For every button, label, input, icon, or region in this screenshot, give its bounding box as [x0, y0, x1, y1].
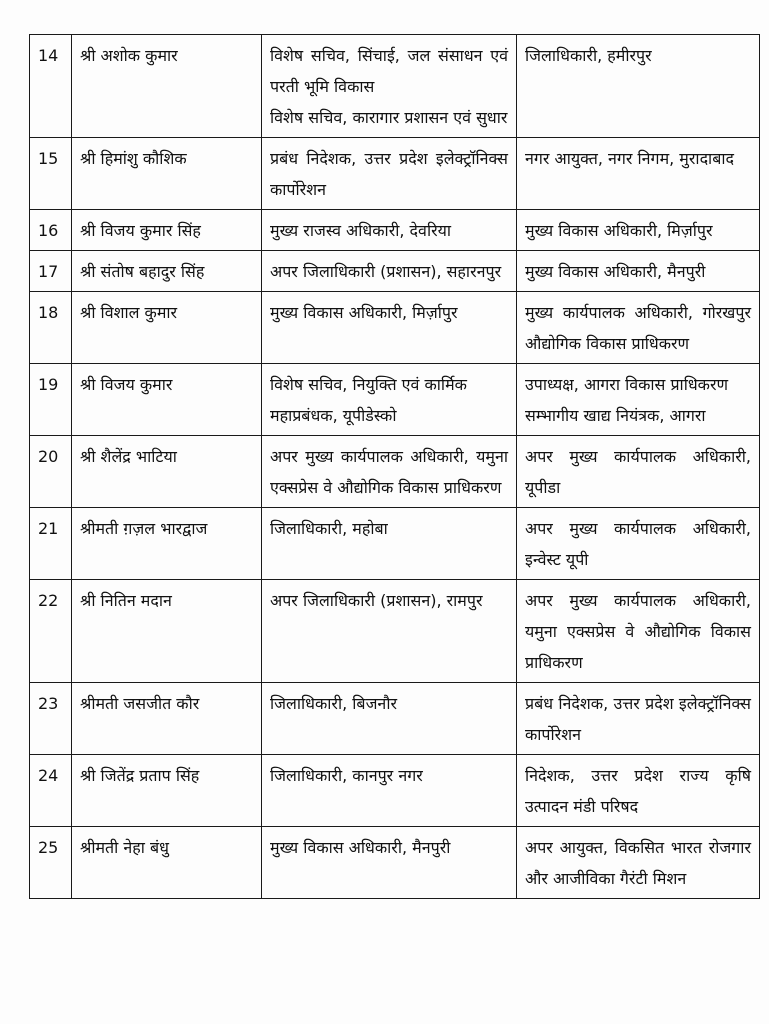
current-post-cell — [262, 210, 517, 251]
officer-name-cell: श्रीमती नेहा बंधु — [72, 827, 262, 899]
new-post-cell — [517, 251, 760, 292]
new-post-line: मुख्य कार्यपालक अधिकारी, गोरखपुर औद्योगिक विकास प्राधिकरण — [525, 303, 751, 353]
current-post-line: प्रबंध निदेशक, उत्तर प्रदेश इलेक्ट्रॉनिक्स कार्पोरेशन — [270, 149, 508, 199]
serial-number-cell: 15 — [30, 138, 72, 210]
new-post-line: प्रबंध निदेशक, उत्तर प्रदेश इलेक्ट्रॉनिक्स कार्पोरेशन — [525, 694, 751, 744]
current-post-cell — [262, 755, 517, 827]
new-post-cell — [517, 210, 760, 251]
new-post-cell — [517, 35, 760, 138]
table-row — [30, 436, 760, 508]
serial-number-cell: 21 — [30, 508, 72, 580]
serial-number-cell: 16 — [30, 210, 72, 251]
new-post-line: उपाध्यक्ष, आगरा विकास प्राधिकरण — [525, 375, 729, 394]
table-row — [30, 210, 760, 251]
transfer-table — [29, 34, 760, 899]
current-post-cell — [262, 508, 517, 580]
serial-number-cell: 14 — [30, 35, 72, 138]
current-post-cell — [262, 292, 517, 364]
officer-name-cell: श्री विजय कुमार सिंह — [72, 210, 262, 251]
new-post-line: अपर मुख्य कार्यपालक अधिकारी, इन्वेस्ट यूपी — [525, 519, 751, 569]
table-row — [30, 580, 760, 683]
new-post-cell — [517, 292, 760, 364]
table-row — [30, 364, 760, 436]
new-post-cell — [517, 580, 760, 683]
current-post-cell — [262, 683, 517, 755]
new-post-line: जिलाधिकारी, हमीरपुर — [525, 46, 652, 65]
current-post-line: अपर मुख्य कार्यपालक अधिकारी, यमुना एक्सप्रेस वे औद्योगिक विकास प्राधिकरण — [270, 447, 508, 497]
table-row — [30, 251, 760, 292]
current-post-line: महाप्रबंधक, यूपीडेस्को — [270, 406, 397, 425]
current-post-cell — [262, 580, 517, 683]
new-post-line: नगर आयुक्त, नगर निगम, मुरादाबाद — [525, 149, 734, 168]
current-post-line: मुख्य विकास अधिकारी, मिर्ज़ापुर — [270, 303, 458, 322]
serial-number-cell: 20 — [30, 436, 72, 508]
table-row — [30, 292, 760, 364]
current-post-cell — [262, 436, 517, 508]
current-post-cell — [262, 827, 517, 899]
current-post-cell — [262, 138, 517, 210]
new-post-cell — [517, 755, 760, 827]
serial-number-cell: 18 — [30, 292, 72, 364]
officer-name-cell: श्रीमती ग़ज़ल भारद्वाज — [72, 508, 262, 580]
table-row — [30, 138, 760, 210]
table-row — [30, 827, 760, 899]
current-post-line: जिलाधिकारी, महोबा — [270, 519, 388, 538]
table-body — [30, 35, 760, 899]
new-post-line: सम्भागीय खाद्य नियंत्रक, आगरा — [525, 406, 706, 425]
serial-number-cell: 17 — [30, 251, 72, 292]
new-post-line: मुख्य विकास अधिकारी, मैनपुरी — [525, 262, 706, 281]
current-post-cell — [262, 35, 517, 138]
current-post-line: विशेष सचिव, सिंचाई, जल संसाधन एवं परती भूमि विकास — [270, 46, 508, 96]
officer-name-cell: श्री विजय कुमार — [72, 364, 262, 436]
new-post-cell — [517, 436, 760, 508]
officer-name-cell: श्री हिमांशु कौशिक — [72, 138, 262, 210]
serial-number-cell: 22 — [30, 580, 72, 683]
new-post-line: निदेशक, उत्तर प्रदेश राज्य कृषि उत्पादन मंडी परिषद — [525, 766, 751, 816]
serial-number-cell: 19 — [30, 364, 72, 436]
table-row — [30, 508, 760, 580]
new-post-line: अपर मुख्य कार्यपालक अधिकारी, यमुना एक्सप्रेस वे औद्योगिक विकास प्राधिकरण — [525, 591, 751, 672]
current-post-cell — [262, 364, 517, 436]
new-post-cell — [517, 508, 760, 580]
new-post-line: अपर आयुक्त, विकसित भारत रोजगार और आजीविका गैरंटी मिशन — [525, 838, 751, 888]
officer-name-cell: श्री विशाल कुमार — [72, 292, 262, 364]
serial-number-cell: 25 — [30, 827, 72, 899]
table-row — [30, 35, 760, 138]
new-post-line: अपर मुख्य कार्यपालक अधिकारी, यूपीडा — [525, 447, 751, 497]
table-row — [30, 755, 760, 827]
new-post-cell — [517, 827, 760, 899]
new-post-cell — [517, 138, 760, 210]
officer-name-cell: श्री नितिन मदान — [72, 580, 262, 683]
table-row — [30, 683, 760, 755]
new-post-cell — [517, 364, 760, 436]
officer-name-cell: श्री जितेंद्र प्रताप सिंह — [72, 755, 262, 827]
officer-name-cell: श्रीमती जसजीत कौर — [72, 683, 262, 755]
new-post-cell — [517, 683, 760, 755]
officer-name-cell: श्री अशोक कुमार — [72, 35, 262, 138]
officer-name-cell: श्री शैलेंद्र भाटिया — [72, 436, 262, 508]
current-post-line: मुख्य राजस्व अधिकारी, देवरिया — [270, 221, 452, 240]
current-post-line: विशेष सचिव, नियुक्ति एवं कार्मिक — [270, 375, 467, 394]
officer-name-cell: श्री संतोष बहादुर सिंह — [72, 251, 262, 292]
new-post-line: मुख्य विकास अधिकारी, मिर्ज़ापुर — [525, 221, 713, 240]
current-post-line: अपर जिलाधिकारी (प्रशासन), सहारनपुर — [270, 262, 502, 281]
current-post-cell — [262, 251, 517, 292]
serial-number-cell: 24 — [30, 755, 72, 827]
serial-number-cell: 23 — [30, 683, 72, 755]
current-post-line: अपर जिलाधिकारी (प्रशासन), रामपुर — [270, 591, 483, 610]
current-post-line: विशेष सचिव, कारागार प्रशासन एवं सुधार — [270, 108, 508, 127]
current-post-line: जिलाधिकारी, बिजनौर — [270, 694, 398, 713]
current-post-line: जिलाधिकारी, कानपुर नगर — [270, 766, 423, 785]
current-post-line: मुख्य विकास अधिकारी, मैनपुरी — [270, 838, 451, 857]
